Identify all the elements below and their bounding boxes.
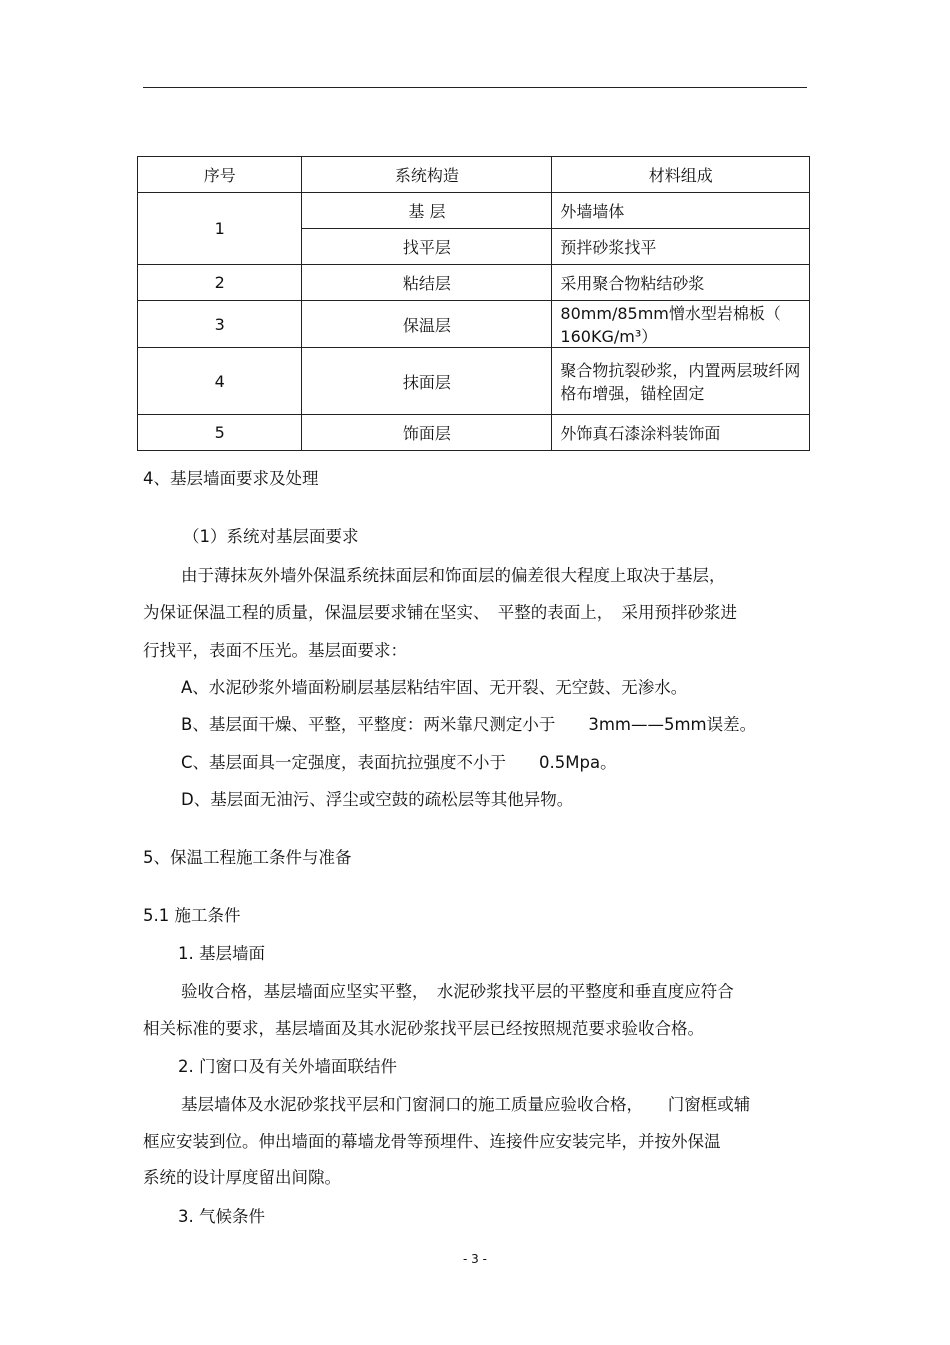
row-no: 4 (138, 348, 302, 415)
row-layer: 基 层 (302, 193, 552, 229)
row-material: 采用聚合物粘结砂浆 (552, 265, 810, 301)
row-material: 外墙墙体 (552, 193, 810, 229)
paragraph-line: 相关标准的要求，基层墙面及其水泥砂浆找平层已经按照规范要求验收合格。 (143, 1019, 704, 1038)
page-number: - 3 - (463, 1252, 487, 1266)
requirement-item-c: C、基层面具一定强度，表面抗拉强度不小于 0.5Mpa。 (181, 753, 617, 772)
table-row (138, 265, 810, 301)
paragraph-line: 验收合格，基层墙面应坚实平整， 水泥砂浆找平层的平整度和垂直度应符合 (181, 982, 734, 1001)
table-row (138, 415, 810, 451)
row-no: 5 (138, 415, 302, 451)
row-material: 预拌砂浆找平 (552, 229, 810, 265)
table-row (138, 193, 810, 229)
section-4-subheading: （1）系统对基层面要求 (183, 527, 359, 546)
table-header-row (138, 157, 810, 193)
row-no: 2 (138, 265, 302, 301)
row-layer: 抹面层 (302, 348, 552, 415)
table-row (138, 301, 810, 348)
subsection-title: 2. 门窗口及有关外墙面联结件 (178, 1057, 397, 1076)
section-5-1-heading: 5.1 施工条件 (143, 906, 241, 925)
paragraph-line: 由于薄抹灰外墙外保温系统抹面层和饰面层的偏差很大程度上取决于基层， (181, 566, 726, 585)
header-rule (143, 87, 807, 88)
row-layer: 保温层 (302, 301, 552, 348)
subsection-title: 3. 气候条件 (178, 1207, 265, 1226)
section-5-heading: 5、保温工程施工条件与准备 (143, 848, 352, 867)
paragraph-line: 行找平，表面不压光。基层面要求： (143, 641, 407, 660)
paragraph-line: 系统的设计厚度留出间隙。 (143, 1168, 341, 1187)
row-layer: 饰面层 (302, 415, 552, 451)
header-cell-material: 材料组成 (552, 157, 810, 193)
row-material: 聚合物抗裂砂浆，内置两层玻纤网格布增强，锚栓固定 (552, 348, 810, 415)
system-composition-table (137, 156, 810, 451)
paragraph-line: 框应安装到位。伸出墙面的幕墙龙骨等预埋件、连接件应安装完毕，并按外保温 (143, 1132, 721, 1151)
table-row (138, 348, 810, 415)
row-no: 3 (138, 301, 302, 348)
section-4-heading: 4、基层墙面要求及处理 (143, 469, 319, 488)
paragraph-line: 基层墙体及水泥砂浆找平层和门窗洞口的施工质量应验收合格， 门窗框或辅 (181, 1095, 751, 1114)
requirement-item-b: B、基层面干燥、平整，平整度：两米靠尺测定小于 3mm——5mm误差。 (181, 715, 757, 734)
subsection-title: 1. 基层墙面 (178, 944, 265, 963)
header-cell-layer: 系统构造 (302, 157, 552, 193)
row-layer: 粘结层 (302, 265, 552, 301)
row-material: 80mm/85mm憎水型岩棉板（ 160KG/m³） (552, 301, 810, 348)
requirement-item-d: D、基层面无油污、浮尘或空鼓的疏松层等其他异物。 (181, 790, 574, 809)
row-material: 外饰真石漆涂料装饰面 (552, 415, 810, 451)
row-layer: 找平层 (302, 229, 552, 265)
paragraph-line: 为保证保温工程的质量，保温层要求铺在坚实、 平整的表面上， 采用预拌砂浆进 (143, 603, 737, 622)
header-cell-no: 序号 (138, 157, 302, 193)
requirement-item-a: A、水泥砂浆外墙面粉刷层基层粘结牢固、无开裂、无空鼓、无渗水。 (181, 678, 688, 697)
row-no: 1 (138, 193, 302, 265)
